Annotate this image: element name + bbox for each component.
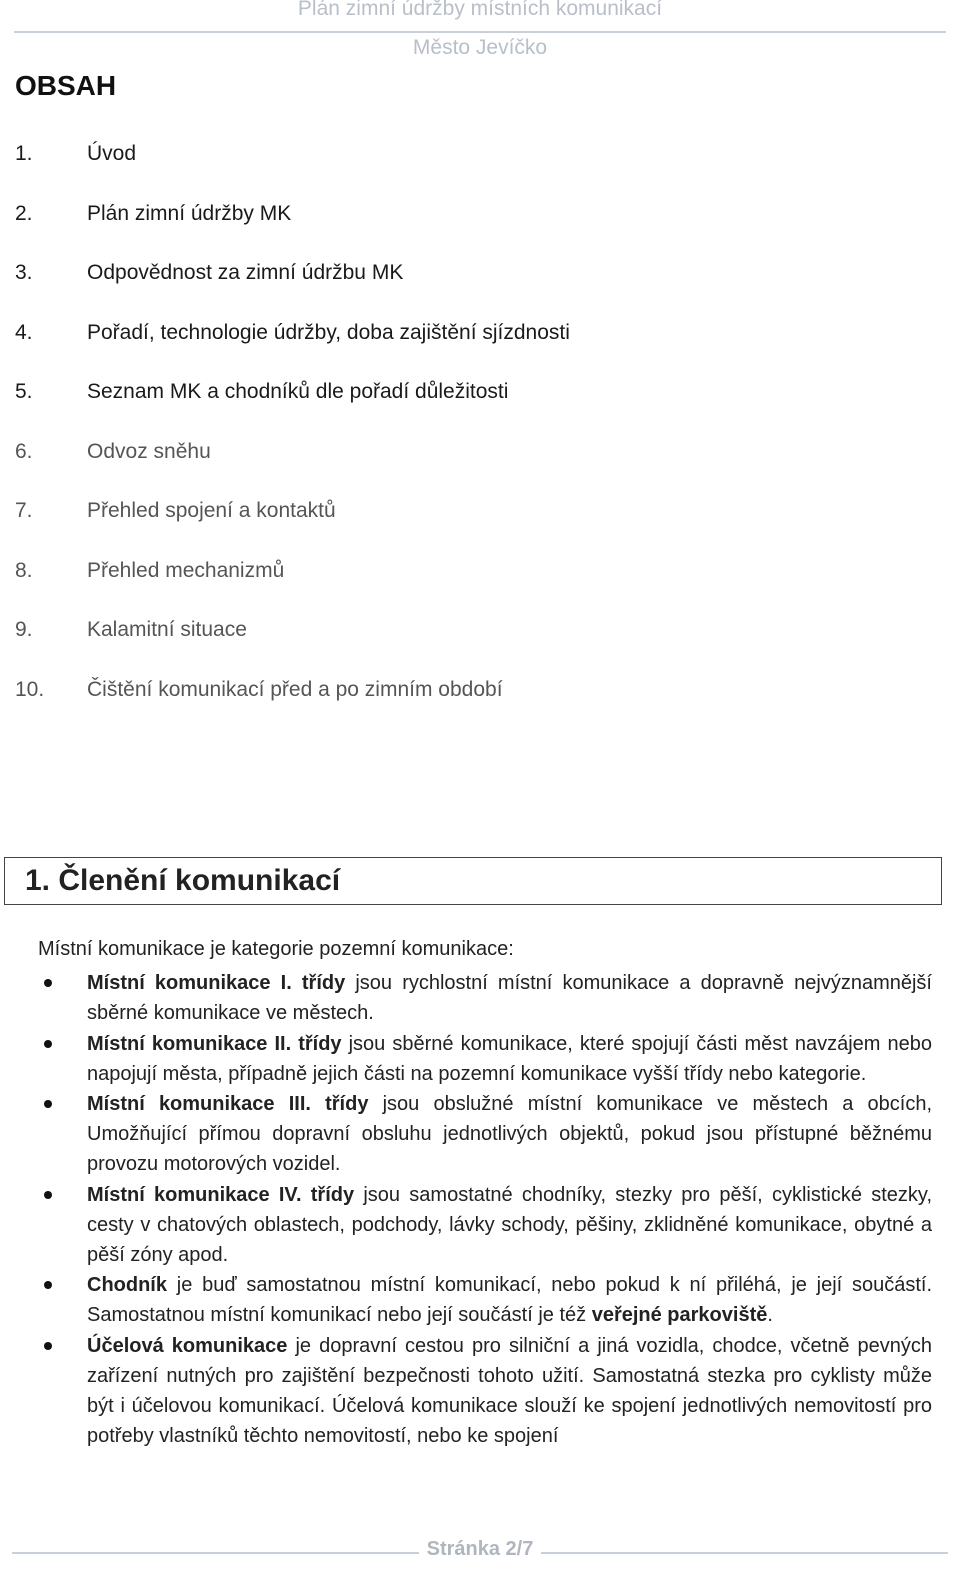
term: Chodník — [87, 1274, 167, 1296]
toc-item — [15, 499, 915, 559]
definition: jsou rychlostní místní komunikace a dopravně nejvýznamnější sběrné komunikace ve městech. — [87, 972, 932, 1024]
toc-item — [15, 618, 915, 678]
term: Místní komunikace I. třídy — [87, 972, 346, 994]
toc-number: 10. — [15, 677, 45, 701]
toc-label: Plán zimní údržby MK — [87, 201, 292, 225]
toc-number: 6. — [15, 439, 33, 463]
toc-label: Čištění komunikací před a po zimním období — [87, 677, 503, 701]
definition: jsou sběrné komunikace, které spojují části měst navzájem nebo napojují města, případně jejich části na pozemní komunikace vyšší třídy nebo kategorie. — [87, 1032, 933, 1085]
definition-end: . — [767, 1304, 773, 1326]
toc-item — [15, 678, 915, 738]
definition: je buď samostatnou místní komunikací, nebo pokud k ní přiléhá, je její součástí. Samostatnou místní komunikací nebo její součástí je též — [87, 1274, 932, 1326]
toc-label: Přehled mechanizmů — [87, 558, 285, 582]
toc-number: 8. — [15, 558, 33, 582]
list-item — [38, 1029, 932, 1089]
list-item — [38, 1180, 932, 1270]
toc-number: 2. — [15, 201, 33, 225]
header-rule — [14, 31, 946, 33]
term: Místní komunikace II. třídy — [87, 1032, 342, 1055]
toc-label: Pořadí, technologie údržby, doba zajištění sjízdnosti — [87, 320, 570, 344]
toc-item — [15, 559, 915, 619]
toc-number: 3. — [15, 261, 33, 284]
toc-label: Seznam MK a chodníků dle pořadí důležitosti — [87, 380, 509, 403]
toc-label: Úvod — [87, 142, 137, 165]
header-title: Plán zimní údržby místních komunikací — [297, 0, 663, 20]
toc-item — [15, 440, 915, 500]
toc-item — [15, 261, 915, 321]
toc-label: Odvoz sněhu — [87, 439, 211, 463]
definition: jsou obslužné místní komunikace ve městech a obcích, Umožňující přímou dopravní obsluhu jednotlivých objektů, pokud jsou přístupné běžnému provozu motorových vozidel. — [87, 1093, 933, 1175]
term: Účelová komunikace — [87, 1334, 288, 1357]
term: Místní komunikace III. třídy — [87, 1093, 369, 1115]
toc-number: 1. — [15, 142, 33, 165]
toc-number: 4. — [15, 320, 33, 344]
toc-label: Přehled spojení a kontaktů — [87, 499, 336, 522]
toc-number: 5. — [15, 380, 33, 403]
category-list — [38, 968, 932, 1451]
term-emphasis: veřejné parkoviště — [591, 1304, 768, 1326]
toc-item — [15, 142, 915, 202]
table-of-contents — [15, 142, 915, 737]
header-subtitle: Město Jevíčko — [412, 36, 548, 59]
term: Místní komunikace IV. třídy — [87, 1183, 355, 1206]
toc-heading: OBSAH — [15, 70, 117, 101]
list-item — [38, 1331, 932, 1451]
section-heading-box — [4, 857, 942, 905]
page-footer — [0, 1538, 960, 1561]
section-intro: Místní komunikace je kategorie pozemní komunikace: — [38, 938, 514, 960]
page-number: Stránka 2/7 — [419, 1538, 542, 1561]
toc-item — [15, 380, 915, 440]
list-item — [38, 968, 932, 1028]
definition: jsou samostatné chodníky, stezky pro pěší, cyklistické stezky, cesty v chatových oblastech, podchody, lávky schody, pěšiny, zklidněné komunikace, obytné a pěší zóny apod. — [87, 1183, 932, 1266]
toc-number: 9. — [15, 618, 33, 641]
toc-item — [15, 202, 915, 262]
toc-label: Odpovědnost za zimní údržbu MK — [87, 261, 404, 284]
toc-label: Kalamitní situace — [87, 618, 247, 641]
definition: je dopravní cestou pro silniční a jiná vozidla, chodce, včetně pevných zařízení nutných pro zajištění bezpečnosti tohoto užití. Samostatná stezka pro cyklisty může být i účelovou komunikací. Účelová komunikace slouží ke spojení jednotlivých nemovitostí pro potřeby vlastníků těchto nemovitostí, nebo ke spojení — [87, 1334, 932, 1447]
section-title: 1. Členění komunikací — [25, 864, 341, 897]
list-item — [38, 1270, 932, 1330]
toc-item — [15, 321, 915, 381]
list-item — [38, 1089, 932, 1179]
toc-number: 7. — [15, 499, 33, 522]
